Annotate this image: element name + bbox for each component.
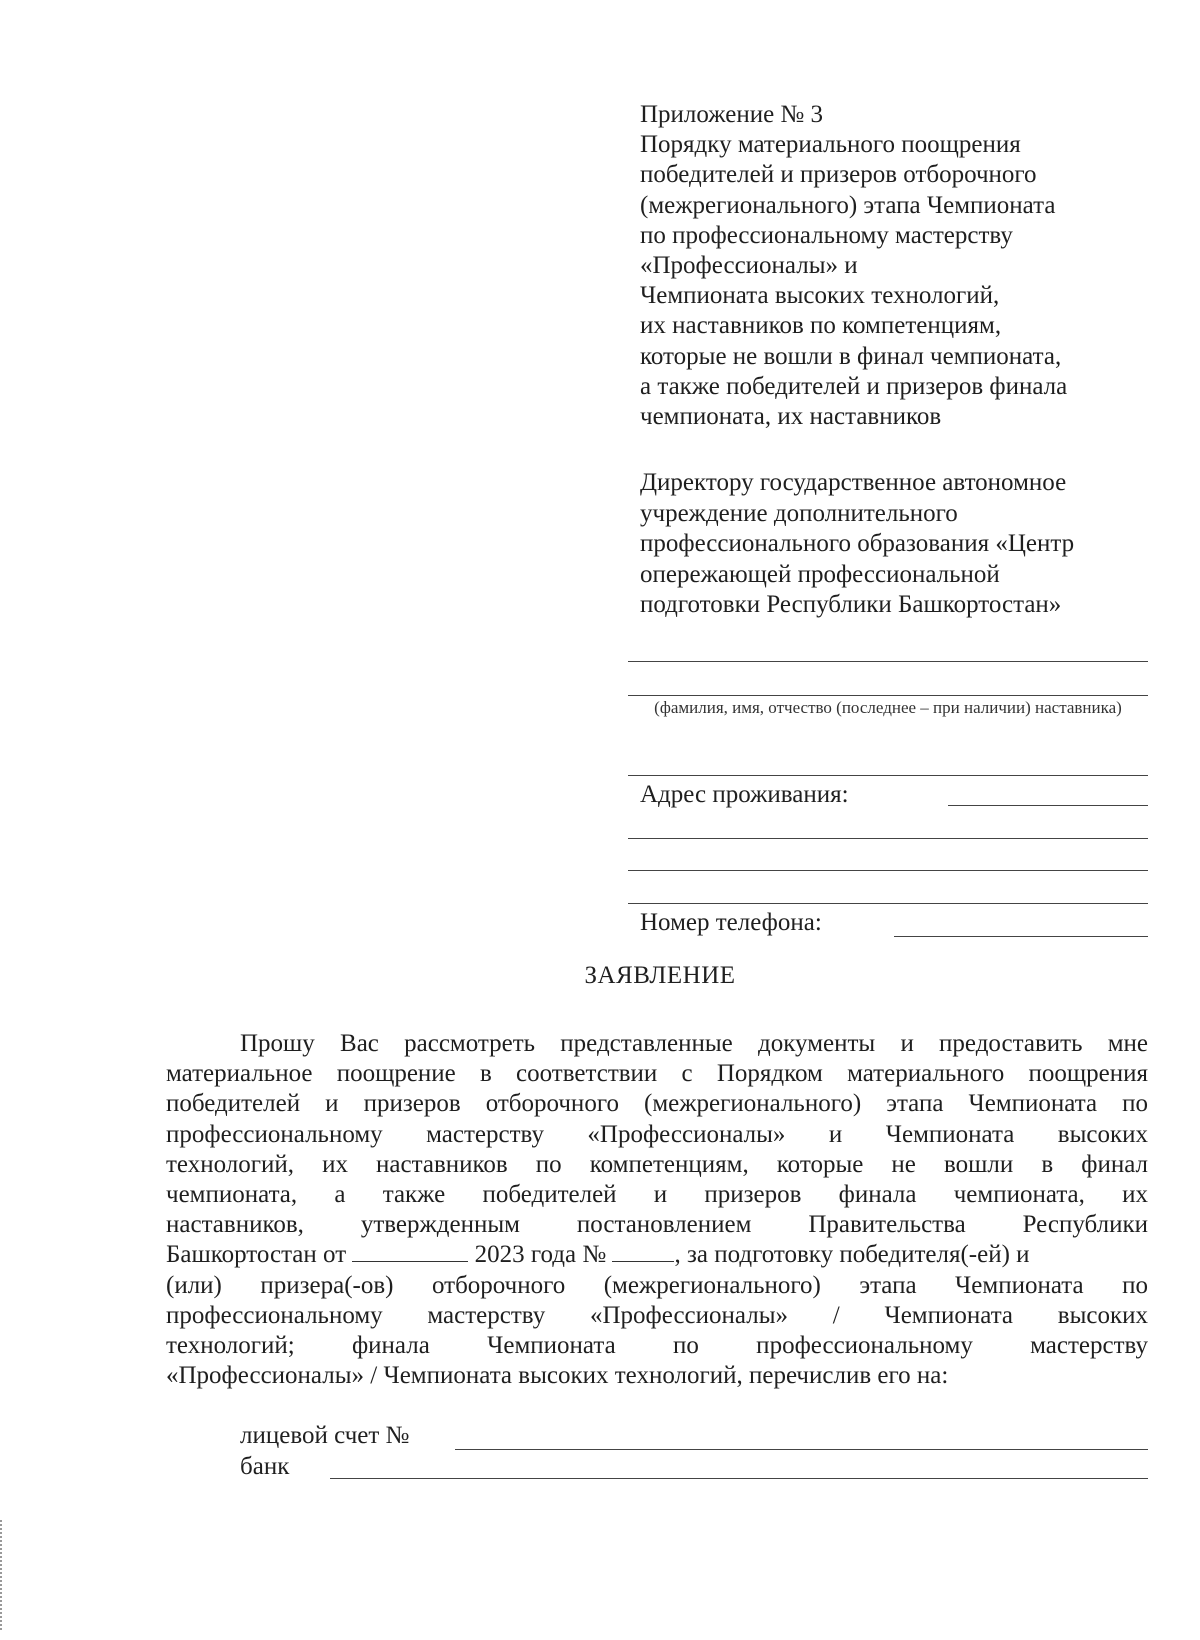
addressee-line: Директору государственное автономное (640, 469, 1067, 496)
address-line-3[interactable] (628, 870, 1148, 871)
address-line-1[interactable] (948, 805, 1148, 806)
fio-line-3[interactable] (628, 775, 1148, 776)
body-line-with-blanks (166, 1240, 1148, 1270)
header-line: чемпионата, их наставников (640, 403, 942, 431)
body-line: материальное поощрение в соответствии с Порядком материального поощрения (166, 1060, 1148, 1088)
header-line: их наставников по компетенциям, (640, 312, 1002, 340)
addressee-line: подготовки Республики Башкортостан» (640, 591, 1062, 619)
addressee-line: опережающей профессиональной (640, 560, 1000, 588)
account-label: лицевой счет № (240, 1422, 410, 1449)
body-line: «Профессионалы» / Чемпионата высоких технологий, перечислив его на: (166, 1362, 949, 1390)
fio-line-1[interactable] (628, 661, 1148, 662)
fio-caption: (фамилия, имя, отчество (последнее – при наличии) наставника) (654, 698, 1122, 717)
body-line: профессиональному мастерству «Профессионалы» / Чемпионата высоких (166, 1301, 1148, 1329)
body-line: (или) призера(-ов) отборочного (межрегионального) этапа Чемпионата по (166, 1271, 1148, 1299)
header-line: Чемпионата высоких технологий, (640, 282, 1000, 310)
body-line: Прошу Вас рассмотреть представленные документы и предоставить мне (240, 1030, 1148, 1057)
body-line: профессиональному мастерству «Профессионалы» и Чемпионата высоких (166, 1120, 1148, 1148)
number-blank[interactable] (612, 1241, 674, 1262)
header-line: «Профессионалы» и (640, 252, 858, 280)
address-line-4[interactable] (628, 903, 1148, 904)
header-line: а также победителей и призеров финала (640, 372, 1068, 400)
body-line: технологий, их наставников по компетенциям, которые не вошли в финал (166, 1150, 1148, 1178)
phone-line[interactable] (894, 936, 1148, 937)
appendix-header (640, 100, 1160, 432)
header-line: Приложение № 3 (640, 101, 824, 128)
header-line: которые не вошли в финал чемпионата, (640, 342, 1062, 370)
address-line-2[interactable] (628, 838, 1148, 839)
body-text: Башкортостан от (166, 1241, 347, 1269)
document-title: ЗАЯВЛЕНИЕ (584, 962, 736, 989)
bank-label: банк (240, 1453, 290, 1480)
statement-body (166, 1029, 1148, 1391)
scan-edge-mark (0, 1520, 4, 1630)
body-text: , за подготовку победителя(-ей) и (674, 1241, 1030, 1269)
header-line: Порядку материального поощрения (640, 131, 1021, 159)
body-text: 2023 года № (474, 1241, 607, 1269)
phone-label: Номер телефона: (640, 909, 822, 936)
header-line: по профессиональному мастерству (640, 221, 1013, 249)
date-blank[interactable] (352, 1241, 468, 1262)
body-line: победителей и призеров отборочного (межрегионального) этапа Чемпионата по (166, 1090, 1148, 1118)
header-line: победителей и призеров отборочного (640, 161, 1037, 189)
account-line[interactable] (455, 1449, 1148, 1450)
addressee-line: профессионального образования «Центр (640, 530, 1075, 558)
body-line: технологий; финала Чемпионата по профессиональному мастерству (166, 1331, 1148, 1359)
fio-line-2[interactable] (628, 695, 1148, 696)
body-line: наставников, утвержденным постановлением Правительства Республики (166, 1211, 1148, 1239)
address-label: Адрес проживания: (640, 781, 849, 808)
body-line: чемпионата, а также победителей и призеров финала чемпионата, их (166, 1180, 1148, 1208)
addressee-line: учреждение дополнительного (640, 499, 958, 527)
header-line: (межрегионального) этапа Чемпионата (640, 191, 1056, 219)
bank-line[interactable] (330, 1478, 1148, 1479)
addressee-block (640, 468, 1160, 621)
